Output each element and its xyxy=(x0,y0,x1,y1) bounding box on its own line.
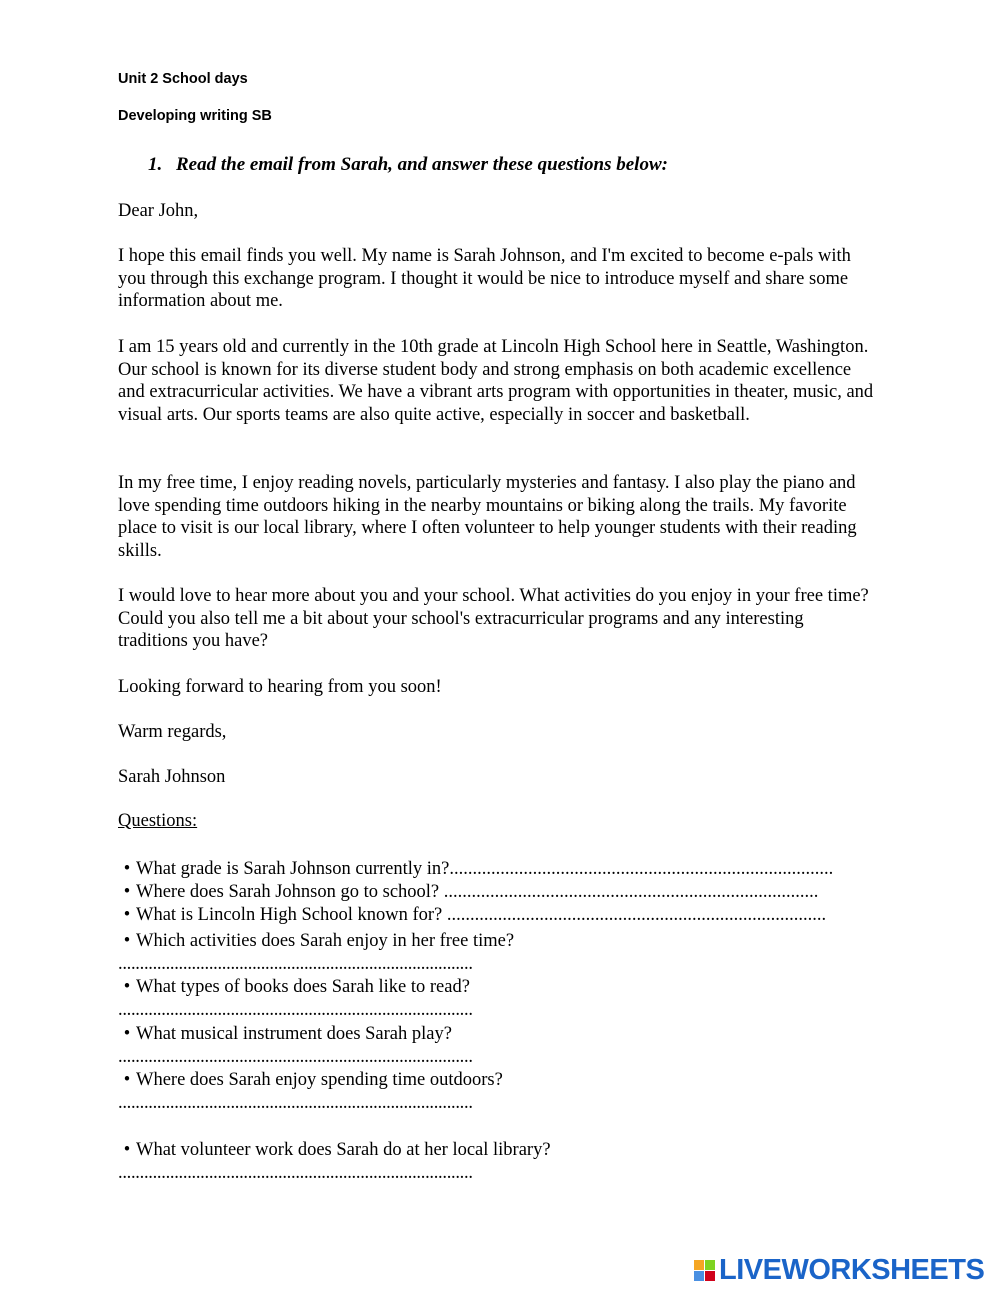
questions-heading: Questions: xyxy=(118,811,198,831)
bullet-icon: • xyxy=(123,1140,131,1160)
answer-field[interactable]: ................................................................................... xyxy=(449,859,834,879)
question-6 xyxy=(118,1023,452,1046)
unit-title: Unit 2 School days xyxy=(118,71,248,87)
answer-field[interactable]: ................................................................................. xyxy=(443,882,819,902)
email-paragraph-5: Looking forward to hearing from you soon! xyxy=(118,677,442,697)
email-greeting: Dear John, xyxy=(118,201,199,221)
instruction xyxy=(148,154,668,176)
answer-field-8[interactable]: .................................................................................. xyxy=(118,1163,473,1183)
bullet-icon: • xyxy=(123,931,131,951)
section-title: Developing writing SB xyxy=(118,108,272,124)
question-text: What volunteer work does Sarah do at her local library? xyxy=(136,1140,551,1160)
question-2 xyxy=(118,881,818,904)
question-7 xyxy=(118,1069,503,1092)
bullet-icon: • xyxy=(123,882,131,902)
bullet-icon: • xyxy=(123,1070,131,1090)
question-text: Where does Sarah Johnson go to school? xyxy=(136,882,444,902)
question-8 xyxy=(118,1139,551,1162)
question-3 xyxy=(118,904,826,927)
email-signature: Sarah Johnson xyxy=(118,767,226,787)
question-text: What types of books does Sarah like to read? xyxy=(136,977,470,997)
question-text: What grade is Sarah Johnson currently in? xyxy=(136,859,450,879)
bullet-icon: • xyxy=(123,977,131,997)
instruction-text: Read the email from Sarah, and answer these questions below: xyxy=(176,154,668,175)
bullet-icon: • xyxy=(123,1024,131,1044)
instruction-number: 1. xyxy=(148,154,163,175)
email-paragraph-1: I hope this email finds you well. My name is Sarah Johnson, and I'm excited to become e-pals with you through this exchange program. I thought it would be nice to introduce myself and share some information about me. xyxy=(118,246,851,312)
bullet-icon: • xyxy=(123,905,131,925)
question-text: What musical instrument does Sarah play? xyxy=(136,1024,452,1044)
answer-field-4[interactable]: .................................................................................. xyxy=(118,954,473,974)
email-closing: Warm regards, xyxy=(118,722,227,742)
liveworksheets-logo[interactable] xyxy=(694,1254,984,1287)
answer-field-7[interactable]: .................................................................................. xyxy=(118,1093,473,1113)
logo-text: LIVEWORKSHEETS xyxy=(719,1254,985,1286)
email-paragraph-4: I would love to hear more about you and your school. What activities do you enjoy in your free time? Could you also tell me a bit about your school's extracurricular programs and any interesting traditions you have? xyxy=(118,586,869,652)
email-paragraph-2: I am 15 years old and currently in the 10th grade at Lincoln High School here in Seattle, Washington. Our school is known for its diverse student body and strong emphasis on both academic excellence and extracurricular activities. We have a vibrant arts program with opportunities in theater, music, and visual arts. Our sports teams are also quite active, especially in soccer and basketball. xyxy=(118,337,874,425)
question-5 xyxy=(118,976,470,999)
logo-mark-icon xyxy=(694,1260,715,1281)
question-1 xyxy=(118,858,833,881)
question-text: Where does Sarah enjoy spending time outdoors? xyxy=(136,1070,503,1090)
question-text: What is Lincoln High School known for? xyxy=(136,905,447,925)
answer-field-5[interactable]: .................................................................................. xyxy=(118,1000,473,1020)
answer-field[interactable]: .................................................................................. xyxy=(446,905,827,925)
answer-field-6[interactable]: .................................................................................. xyxy=(118,1047,473,1067)
email-paragraph-3: In my free time, I enjoy reading novels, particularly mysteries and fantasy. I also play the piano and love spending time outdoors hiking in the nearby mountains or biking along the trails. My favorite place to visit is our local library, where I often volunteer to help younger students with their reading skills. xyxy=(118,473,857,561)
question-4 xyxy=(118,930,514,953)
question-text: Which activities does Sarah enjoy in her free time? xyxy=(136,931,515,951)
bullet-icon: • xyxy=(123,859,131,879)
